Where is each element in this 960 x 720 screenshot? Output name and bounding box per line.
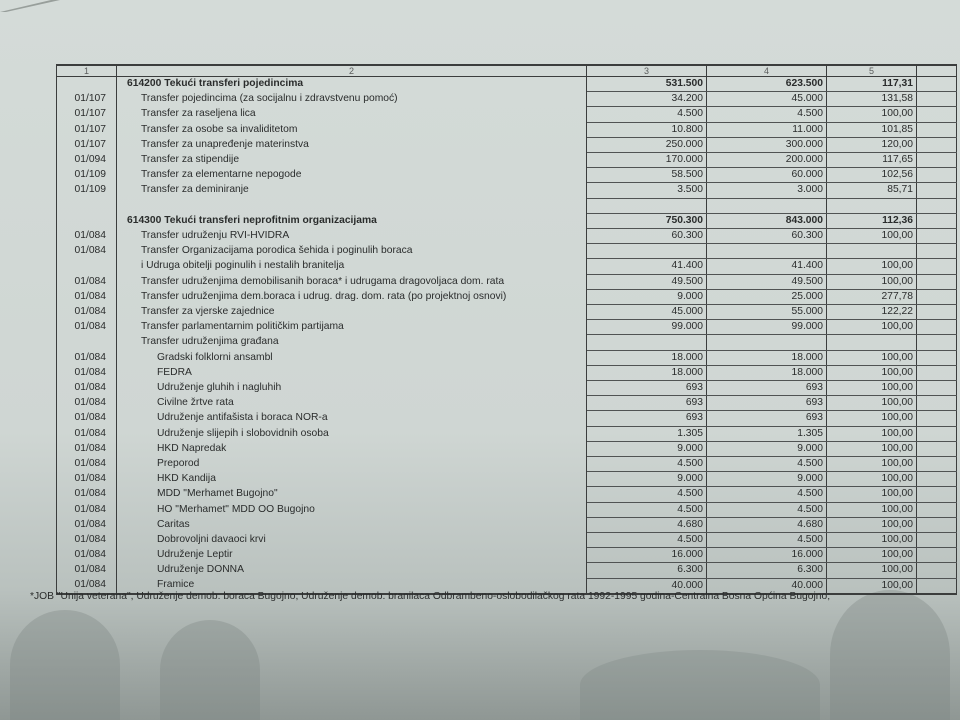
index-value: 100,00 (827, 350, 917, 365)
plan-amount (587, 198, 707, 213)
item-label: Caritas (117, 517, 587, 532)
proposal-amount: 99.000 (707, 320, 827, 335)
item-label: Transfer udruženjima demobilisanih boraca* i udrugama dragovoljaca dom. rata (117, 274, 587, 289)
item-label: Transfer parlamentarnim političkim partijama (117, 320, 587, 335)
proposal-amount: 4.500 (707, 487, 827, 502)
table-row (57, 441, 957, 456)
item-label: Transfer za vjerske zajednice (117, 305, 587, 320)
empty-cell (917, 381, 957, 396)
table-row (57, 365, 957, 380)
account-code: 01/084 (57, 320, 117, 335)
account-code: 01/084 (57, 502, 117, 517)
index-value: 100,00 (827, 107, 917, 122)
account-code: 01/084 (57, 289, 117, 304)
proposal-amount: 4.500 (707, 533, 827, 548)
plan-amount: 1.305 (587, 426, 707, 441)
table-row (57, 396, 957, 411)
account-code: 01/084 (57, 274, 117, 289)
finger-shadow (830, 590, 950, 720)
proposal-amount (707, 198, 827, 213)
empty-cell (917, 472, 957, 487)
empty-cell (917, 183, 957, 198)
plan-amount: 6.300 (587, 563, 707, 578)
index-value: 100,00 (827, 548, 917, 563)
plan-amount: 45.000 (587, 305, 707, 320)
account-code: 01/109 (57, 168, 117, 183)
account-code: 01/084 (57, 244, 117, 259)
table-row (57, 487, 957, 502)
plan-amount: 693 (587, 381, 707, 396)
account-code: 01/084 (57, 381, 117, 396)
proposal-amount (707, 244, 827, 259)
section-total-row (57, 77, 957, 92)
column-header: 1 (57, 65, 117, 77)
proposal-amount (707, 335, 827, 350)
index-value: 100,00 (827, 381, 917, 396)
column-header: 5 (827, 65, 917, 77)
index-value: 100,00 (827, 396, 917, 411)
empty-cell (917, 396, 957, 411)
index-value: 100,00 (827, 472, 917, 487)
table-row (57, 92, 957, 107)
plan-amount: 16.000 (587, 548, 707, 563)
proposal-amount: 6.300 (707, 563, 827, 578)
index-value: 100,00 (827, 274, 917, 289)
item-label: Transfer za stipendije (117, 153, 587, 168)
index-value: 102,56 (827, 168, 917, 183)
item-label: Udruženje antifašista i boraca NOR-a (117, 411, 587, 426)
proposal-amount: 41.400 (707, 259, 827, 274)
table-row (57, 381, 957, 396)
item-label: Framice (117, 578, 587, 594)
finger-shadow (10, 610, 120, 720)
plan-amount: 18.000 (587, 365, 707, 380)
proposal-amount: 843.000 (707, 213, 827, 228)
plan-amount: 9.000 (587, 472, 707, 487)
index-value: 101,85 (827, 122, 917, 137)
footnote: *JOB "Unija veterana", Udruženje demob. boraca Bugojno, Udruženje demob. branilaca Odbrambeno-oslobodilačkog rata 1992-1995 godina-Centralna Bosna Općina Bugojno; (30, 591, 831, 602)
table-row (57, 289, 957, 304)
plan-amount: 693 (587, 411, 707, 426)
column-header: 3 (587, 65, 707, 77)
table-row (57, 472, 957, 487)
column-header: 2 (117, 65, 587, 77)
table-row (57, 153, 957, 168)
index-value: 100,00 (827, 578, 917, 594)
empty-cell (917, 213, 957, 228)
table-row (57, 548, 957, 563)
empty-cell (917, 77, 957, 92)
index-value (827, 244, 917, 259)
column-header (917, 65, 957, 77)
account-code: 01/084 (57, 365, 117, 380)
account-code: 01/084 (57, 426, 117, 441)
item-label: Civilne žrtve rata (117, 396, 587, 411)
proposal-amount: 60.300 (707, 229, 827, 244)
item-label: Transfer za elementarne nepogode (117, 168, 587, 183)
plan-amount: 250.000 (587, 137, 707, 152)
empty-cell (917, 153, 957, 168)
account-code: 01/084 (57, 441, 117, 456)
proposal-amount: 55.000 (707, 305, 827, 320)
index-value: 100,00 (827, 487, 917, 502)
index-value: 100,00 (827, 502, 917, 517)
empty-cell (917, 365, 957, 380)
empty-cell (917, 289, 957, 304)
empty-cell (917, 563, 957, 578)
table-row (57, 107, 957, 122)
account-code: 01/084 (57, 229, 117, 244)
account-code (57, 259, 117, 274)
proposal-amount: 9.000 (707, 441, 827, 456)
plan-amount: 10.800 (587, 122, 707, 137)
table-row (57, 411, 957, 426)
table-row (57, 229, 957, 244)
index-value: 100,00 (827, 259, 917, 274)
table-row (57, 426, 957, 441)
item-label: Udruženje Leptir (117, 548, 587, 563)
item-label: Udruženje slijepih i slobovidnih osoba (117, 426, 587, 441)
item-label: Transfer udruženjima dem.boraca i udrug. drag. dom. rata (po projektnoj osnovi) (117, 289, 587, 304)
item-label: HKD Napredak (117, 441, 587, 456)
item-label: Udruženje DONNA (117, 563, 587, 578)
proposal-amount: 693 (707, 396, 827, 411)
index-value: 100,00 (827, 365, 917, 380)
account-code: 01/084 (57, 396, 117, 411)
index-value: 100,00 (827, 320, 917, 335)
table-row (57, 502, 957, 517)
account-code: 01/084 (57, 578, 117, 594)
empty-cell (917, 274, 957, 289)
empty-cell (917, 305, 957, 320)
plan-amount: 9.000 (587, 289, 707, 304)
account-code: 01/084 (57, 305, 117, 320)
empty-cell (917, 517, 957, 532)
item-label: i Udruga obitelji poginulih i nestalih branitelja (117, 259, 587, 274)
plan-amount (587, 335, 707, 350)
proposal-amount: 11.000 (707, 122, 827, 137)
empty-cell (917, 122, 957, 137)
photo-shadow (0, 0, 60, 12)
proposal-amount: 200.000 (707, 153, 827, 168)
plan-amount: 49.500 (587, 274, 707, 289)
proposal-amount: 623.500 (707, 77, 827, 92)
account-code: 01/084 (57, 472, 117, 487)
plan-amount (587, 244, 707, 259)
index-value: 100,00 (827, 229, 917, 244)
account-code: 01/084 (57, 411, 117, 426)
plan-amount: 170.000 (587, 153, 707, 168)
empty-cell (917, 335, 957, 350)
item-label: Transfer za deminiranje (117, 183, 587, 198)
item-label: 614200 Tekući transferi pojedincima (117, 77, 587, 92)
item-label: Transfer za unapređenje materinstva (117, 137, 587, 152)
plan-amount: 693 (587, 396, 707, 411)
account-code: 01/084 (57, 350, 117, 365)
index-value (827, 198, 917, 213)
index-value: 122,22 (827, 305, 917, 320)
proposal-amount: 16.000 (707, 548, 827, 563)
plan-amount: 60.300 (587, 229, 707, 244)
item-label: Udruženje gluhih i nagluhih (117, 381, 587, 396)
proposal-amount: 18.000 (707, 365, 827, 380)
plan-amount: 4.500 (587, 533, 707, 548)
index-value: 131,58 (827, 92, 917, 107)
table-row (57, 350, 957, 365)
table-row (57, 183, 957, 198)
table-row (57, 244, 957, 259)
table-row (57, 320, 957, 335)
empty-cell (917, 92, 957, 107)
plan-amount: 4.680 (587, 517, 707, 532)
empty-cell (917, 198, 957, 213)
empty-cell (917, 107, 957, 122)
plan-amount: 750.300 (587, 213, 707, 228)
plan-amount: 531.500 (587, 77, 707, 92)
budget-document (56, 64, 956, 595)
empty-cell (917, 548, 957, 563)
table-row (57, 305, 957, 320)
index-value: 100,00 (827, 441, 917, 456)
table-row (57, 137, 957, 152)
proposal-amount: 3.000 (707, 183, 827, 198)
finger-shadow (160, 620, 260, 720)
proposal-amount: 4.500 (707, 457, 827, 472)
proposal-amount: 49.500 (707, 274, 827, 289)
proposal-amount: 693 (707, 381, 827, 396)
empty-cell (917, 168, 957, 183)
column-header-row (57, 65, 957, 77)
table-row (57, 198, 957, 213)
plan-amount: 58.500 (587, 168, 707, 183)
table-row (57, 274, 957, 289)
account-code: 01/107 (57, 92, 117, 107)
index-value: 120,00 (827, 137, 917, 152)
item-label: MDD "Merhamet Bugojno" (117, 487, 587, 502)
item-label: Dobrovoljni davaoci krvi (117, 533, 587, 548)
table-row (57, 533, 957, 548)
section-total-row (57, 213, 957, 228)
proposal-amount: 40.000 (707, 578, 827, 594)
index-value: 112,36 (827, 213, 917, 228)
index-value: 100,00 (827, 457, 917, 472)
plan-amount: 34.200 (587, 92, 707, 107)
empty-cell (917, 426, 957, 441)
empty-cell (917, 229, 957, 244)
account-code (57, 213, 117, 228)
empty-cell (917, 411, 957, 426)
table-row (57, 517, 957, 532)
plan-amount: 4.500 (587, 502, 707, 517)
plan-amount: 40.000 (587, 578, 707, 594)
plan-amount: 41.400 (587, 259, 707, 274)
empty-cell (917, 457, 957, 472)
item-label (117, 198, 587, 213)
proposal-amount: 4.500 (707, 502, 827, 517)
item-label: Transfer udruženju RVI-HVIDRA (117, 229, 587, 244)
plan-amount: 18.000 (587, 350, 707, 365)
index-value: 100,00 (827, 411, 917, 426)
plan-amount: 99.000 (587, 320, 707, 335)
proposal-amount: 4.680 (707, 517, 827, 532)
item-label: HO "Merhamet" MDD OO Bugojno (117, 502, 587, 517)
plan-amount: 4.500 (587, 457, 707, 472)
plan-amount: 4.500 (587, 107, 707, 122)
budget-table (56, 64, 957, 595)
account-code (57, 77, 117, 92)
index-value: 100,00 (827, 517, 917, 532)
proposal-amount: 60.000 (707, 168, 827, 183)
account-code: 01/107 (57, 122, 117, 137)
index-value: 100,00 (827, 426, 917, 441)
plan-amount: 4.500 (587, 487, 707, 502)
item-label: Transfer Organizacijama porodica šehida i poginulih boraca (117, 244, 587, 259)
item-label: 614300 Tekući transferi neprofitnim organizacijama (117, 213, 587, 228)
account-code: 01/107 (57, 137, 117, 152)
index-value: 277,78 (827, 289, 917, 304)
account-code: 01/084 (57, 533, 117, 548)
proposal-amount: 1.305 (707, 426, 827, 441)
table-row (57, 563, 957, 578)
index-value: 100,00 (827, 563, 917, 578)
item-label: FEDRA (117, 365, 587, 380)
index-value (827, 335, 917, 350)
item-label: Transfer za osobe sa invaliditetom (117, 122, 587, 137)
empty-cell (917, 502, 957, 517)
item-label: Transfer za raseljena lica (117, 107, 587, 122)
plan-amount: 3.500 (587, 183, 707, 198)
plan-amount: 9.000 (587, 441, 707, 456)
table-row (57, 259, 957, 274)
account-code: 01/084 (57, 517, 117, 532)
empty-cell (917, 350, 957, 365)
account-code: 01/084 (57, 457, 117, 472)
empty-cell (917, 320, 957, 335)
empty-cell (917, 259, 957, 274)
account-code: 01/084 (57, 563, 117, 578)
proposal-amount: 300.000 (707, 137, 827, 152)
item-label: Transfer udruženjima građana (117, 335, 587, 350)
empty-cell (917, 487, 957, 502)
account-code: 01/084 (57, 548, 117, 563)
proposal-amount: 25.000 (707, 289, 827, 304)
item-label: Transfer pojedincima (za socijalnu i zdravstvenu pomoć) (117, 92, 587, 107)
table-row (57, 122, 957, 137)
table-row (57, 335, 957, 350)
table-row (57, 457, 957, 472)
index-value: 117,65 (827, 153, 917, 168)
index-value: 117,31 (827, 77, 917, 92)
proposal-amount: 693 (707, 411, 827, 426)
empty-cell (917, 441, 957, 456)
column-header: 4 (707, 65, 827, 77)
account-code: 01/109 (57, 183, 117, 198)
empty-cell (917, 533, 957, 548)
proposal-amount: 9.000 (707, 472, 827, 487)
account-code: 01/084 (57, 487, 117, 502)
item-label: Gradski folklorni ansambl (117, 350, 587, 365)
account-code (57, 198, 117, 213)
item-label: HKD Kandija (117, 472, 587, 487)
empty-cell (917, 137, 957, 152)
empty-cell (917, 244, 957, 259)
proposal-amount: 18.000 (707, 350, 827, 365)
account-code: 01/107 (57, 107, 117, 122)
item-label: Preporod (117, 457, 587, 472)
finger-shadow (580, 650, 820, 720)
proposal-amount: 4.500 (707, 107, 827, 122)
account-code: 01/094 (57, 153, 117, 168)
account-code (57, 335, 117, 350)
index-value: 100,00 (827, 533, 917, 548)
table-row (57, 168, 957, 183)
index-value: 85,71 (827, 183, 917, 198)
proposal-amount: 45.000 (707, 92, 827, 107)
